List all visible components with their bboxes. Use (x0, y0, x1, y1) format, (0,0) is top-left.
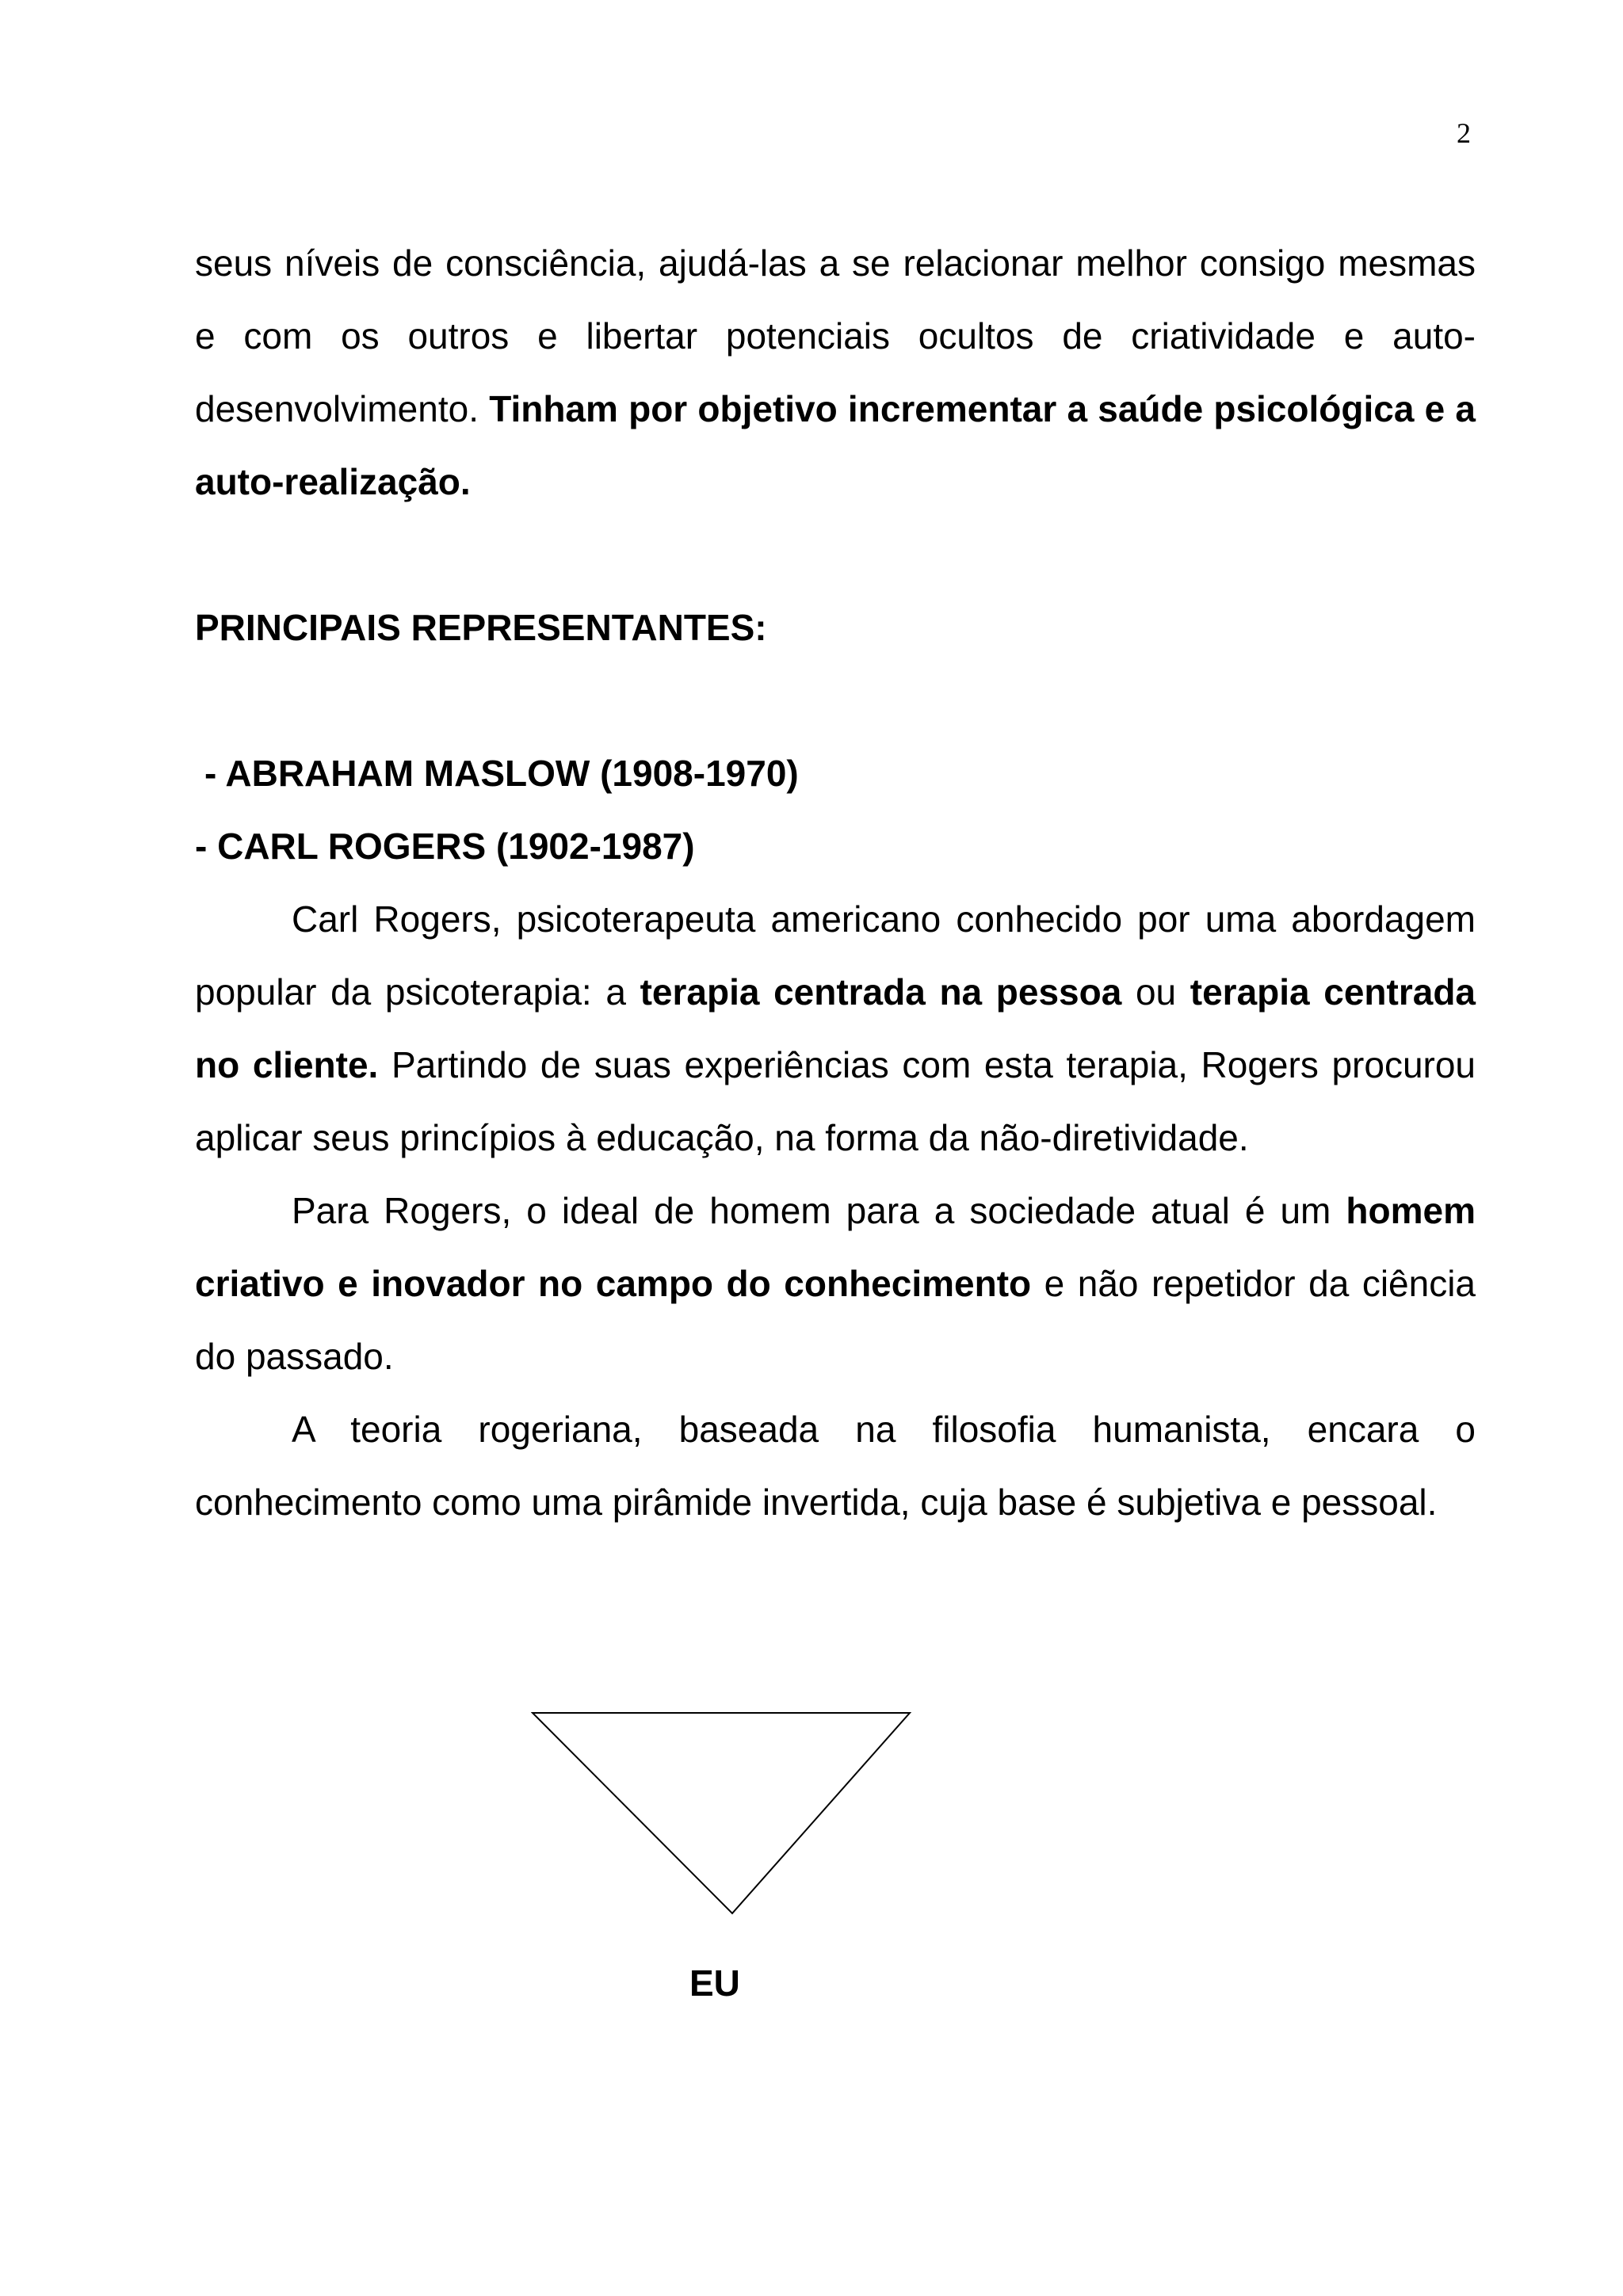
paragraph-intro (195, 227, 1476, 518)
paragraph-rogers (195, 883, 1476, 1174)
paragraph-ideal-text-1: Para Rogers, o ideal de homem para a sociedade atual é um (292, 1190, 1346, 1231)
section-heading: PRINCIPAIS REPRESENTANTES: (195, 607, 767, 648)
representative-rogers: - CARL ROGERS (1902-1987) (195, 826, 695, 867)
paragraph-ideal (195, 1174, 1476, 1393)
paragraph-rogers-text-1: Carl Rogers, psicoterapeuta americano conhecido por uma abordagem popular da psicoterapia: a (195, 898, 1476, 1013)
inverted-pyramid-diagram (531, 1711, 911, 1917)
paragraph-rogers-bold-1: terapia centrada na pessoa (640, 971, 1122, 1013)
paragraph-ideal-bold: homem criativo e inovador no campo do conhecimento (195, 1190, 1476, 1304)
page-number: 2 (1457, 117, 1471, 149)
paragraph-intro-bold: Tinham por objetivo incrementar a saúde psicológica e a auto-realização. (195, 388, 1476, 502)
pyramid-label: EU (689, 1962, 740, 2004)
inverted-triangle (533, 1713, 910, 1913)
paragraph-rogers-text-3: Partindo de suas experiências com esta terapia, Rogers procurou aplicar seus princípios à educação, na forma da não-diretividade. (195, 1044, 1476, 1158)
document-body (195, 227, 1476, 1539)
paragraph-ideal-text-2: e não repetidor da ciência do passado. (195, 1263, 1476, 1377)
paragraph-rogers-bold-2: terapia centrada no cliente. (195, 971, 1476, 1085)
paragraph-intro-text: seus níveis de consciência, ajudá-las a se relacionar melhor consigo mesmas e com os outros e libertar potenciais ocultos de criatividade e auto-desenvolvimento. (195, 242, 1476, 429)
paragraph-theory: A teoria rogeriana, baseada na filosofia humanista, encara o conhecimento como uma pirâmide invertida, cuja base é subjetiva e pessoal. (195, 1409, 1476, 1523)
paragraph-rogers-text-2: ou (1121, 971, 1190, 1013)
representative-maslow: - ABRAHAM MASLOW (1908-1970) (204, 753, 799, 794)
